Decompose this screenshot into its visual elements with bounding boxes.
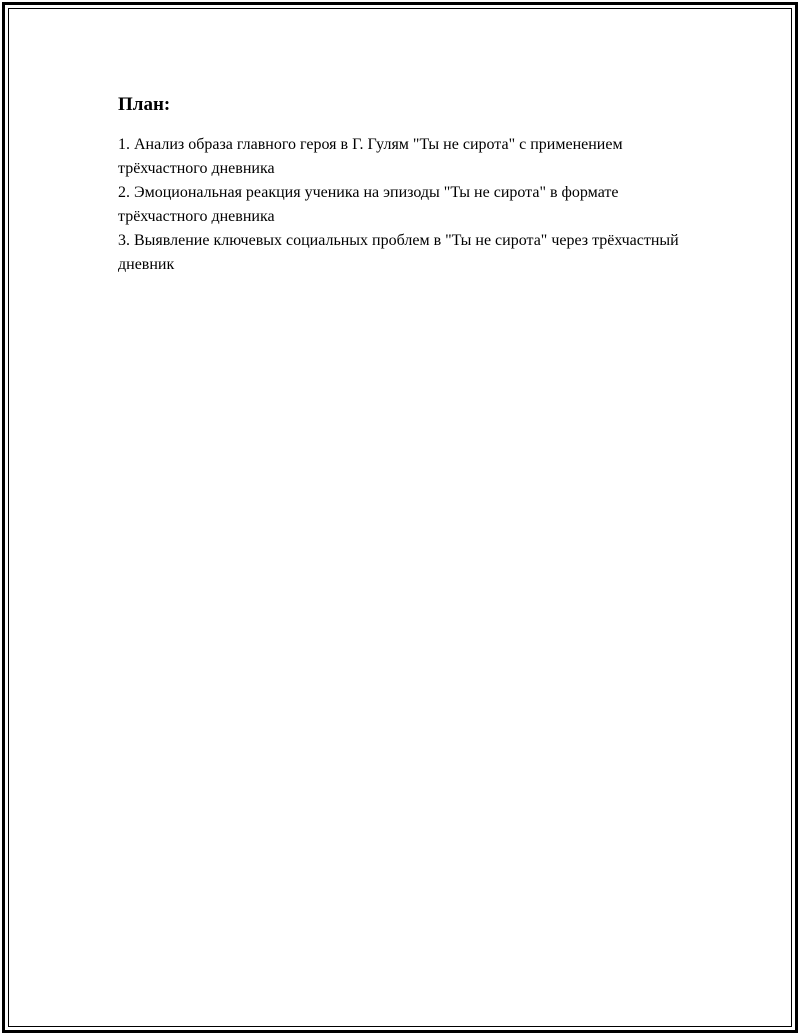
plan-heading: План: (118, 94, 171, 115)
plan-list (118, 133, 698, 277)
page-content (118, 93, 698, 277)
plan-item-1: 1. Анализ образа главного героя в Г. Гулям "Ты не сирота" с применением трёхчастного дневника (118, 136, 623, 177)
plan-item-2: 2. Эмоциональная реакция ученика на эпизоды "Ты не сирота" в формате трёхчастного дневника (118, 184, 619, 225)
plan-item-3: 3. Выявление ключевых социальных проблем в "Ты не сирота" через трёхчастный дневник (118, 232, 679, 273)
